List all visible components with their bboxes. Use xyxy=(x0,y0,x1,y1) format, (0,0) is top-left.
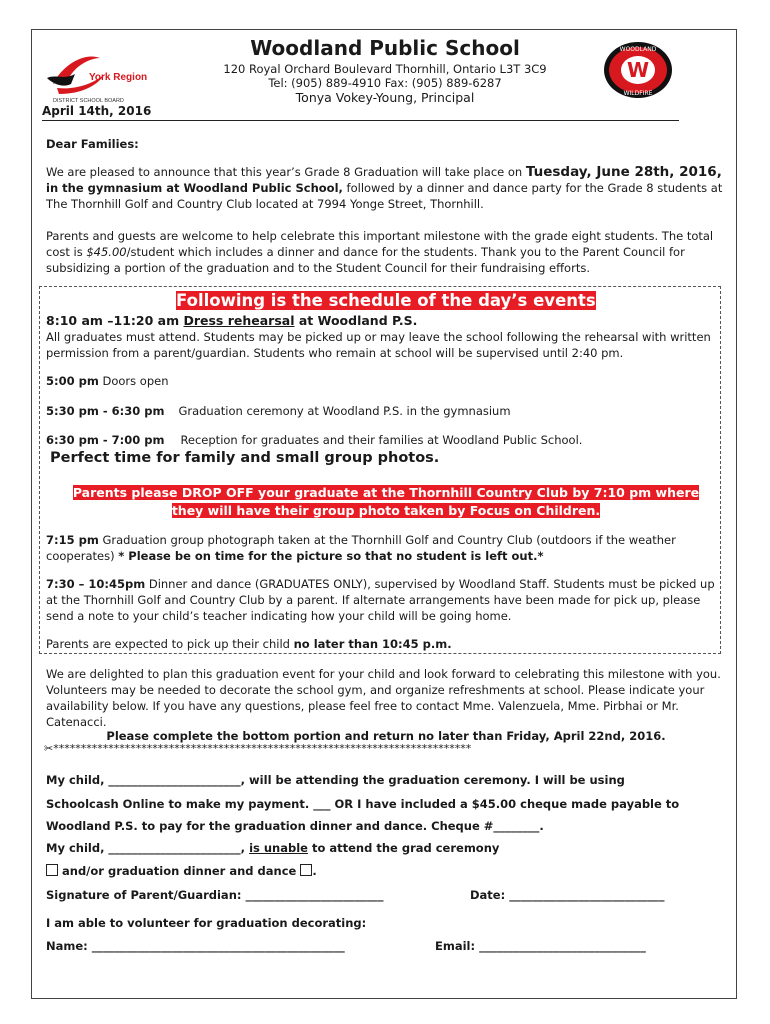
return-note: Please complete the bottom portion and return no later than Friday, April 22nd, 2016. xyxy=(106,729,666,743)
email-field[interactable]: Email: _____________________________ xyxy=(435,939,646,953)
form-cheque-number[interactable]: Woodland P.S. to pay for the graduation dinner and dance. Cheque #________. xyxy=(46,819,544,833)
schedule-item-ceremony: 5:30 pm - 6:30 pm Graduation ceremony at Woodland P.S. in the gymnasium xyxy=(46,404,511,418)
signature-field[interactable]: Signature of Parent/Guardian: ________________________ xyxy=(46,888,384,902)
schedule-item-photograph: 7:15 pm Graduation group photograph taken at the Thornhill Golf and Country Club (outdoors if the weather cooperates) * Please be on time for the picture so that no student is left out.* xyxy=(46,533,676,563)
woodland-logo-letter: W xyxy=(626,58,650,82)
school-phone: Tel: (905) 889-4910 Fax: (905) 889-6287 xyxy=(268,76,502,90)
greeting: Dear Families: xyxy=(46,137,139,151)
cut-line: ✂**************************************************************************** xyxy=(44,742,472,755)
cost-value: $45.00 xyxy=(86,245,127,259)
date-field[interactable]: Date: ___________________________ xyxy=(470,888,665,902)
paragraph-cost: Parents and guests are welcome to help celebrate this important milestone with the grade eight students. The total cost is $45.00/student which includes a dinner and dance for the students. Thank you to the Parent Council for subsidizing a portion of the graduation and to the Student Council for their fundraising efforts. xyxy=(46,229,714,275)
schedule-item-rehearsal: 8:10 am –11:20 am Dress rehearsal at Woodland P.S. xyxy=(46,313,418,328)
schedule-rehearsal-text: All graduates must attend. Students may be picked up or may leave the school following the rehearsal with written permission from a parent/guardian. Students who remain at school will be supervised until 2:40 pm. xyxy=(46,330,711,360)
schedule-item-doors: 5:00 pm Doors open xyxy=(46,374,169,388)
scissors-icon: ✂ xyxy=(44,742,54,755)
form-dinner-dance: and/or graduation dinner and dance . xyxy=(46,864,317,878)
school-name: Woodland Public School xyxy=(250,36,520,60)
volunteer-label: I am able to volunteer for graduation decorating: xyxy=(46,916,367,930)
paragraph-announcement: We are pleased to announce that this year’s Grade 8 Graduation will take place on Tuesday, June 28th, 2016, in the gymnasium at Woodland Public School, followed by a dinner and dance party for the Grade 8 students at The Thornhill Golf and Country Club located at 7994 Yonge Street, Thornhill. xyxy=(46,164,723,211)
york-logo-subtext: DISTRICT SCHOOL BOARD xyxy=(53,98,124,104)
woodland-logo-bottom: WILDFIRE xyxy=(623,90,653,97)
woodland-logo-top: WOODLAND xyxy=(619,46,657,53)
letter-date: April 14th, 2016 xyxy=(42,104,152,118)
closing-paragraph: We are delighted to plan this graduation event for your child and look forward to celebrating this milestone with you. Volunteers may be needed to decorate the school gym, and organize refreshments at school. Please indicate your availability below. If you have any questions, please feel free to contact Mme. Valenzuela, Mme. Pirbhai or Mr. Catenacci. xyxy=(46,667,721,729)
ceremony-checkbox[interactable] xyxy=(46,864,58,876)
pickup-note: Parents are expected to pick up their child no later than 10:45 p.m. xyxy=(46,637,452,651)
form-child-unable[interactable]: My child, _______________________, is unable to attend the grad ceremony xyxy=(46,841,500,855)
dropoff-banner: Parents please DROP OFF your graduate at the Thornhill Country Club by 7:10 pm where they will have their group photo taken by Focus on Children. xyxy=(72,485,700,518)
school-address: 120 Royal Orchard Boulevard Thornhill, Ontario L3T 3C9 xyxy=(223,62,547,76)
photos-note: Perfect time for family and small group photos. xyxy=(50,450,440,466)
dinner-dance-checkbox[interactable] xyxy=(300,864,312,876)
york-logo-text: York Region xyxy=(89,72,148,83)
graduation-date: Tuesday, June 28th, 2016, xyxy=(525,164,722,180)
schedule-heading: Following is the schedule of the day’s events xyxy=(176,291,596,310)
form-payment-method[interactable]: Schoolcash Online to make my payment. ___ OR I have included a $45.00 cheque made payable to xyxy=(46,797,680,811)
name-field[interactable]: Name: ____________________________________________ xyxy=(46,939,345,953)
schedule-item-dinner: 7:30 – 10:45pm Dinner and dance (GRADUATES ONLY), supervised by Woodland Staff. Students must be picked up at the Thornhill Golf and Country Club by a parent. If alternate arrangements have been made for pick up, please send a note to your child’s teacher indicating how your child will be going home. xyxy=(46,577,715,623)
header-divider xyxy=(42,120,679,121)
principal-name: Tonya Vokey-Young, Principal xyxy=(295,90,475,105)
form-child-attending[interactable]: My child, _______________________, will be attending the graduation ceremony. I will be using xyxy=(46,773,625,787)
schedule-item-reception: 6:30 pm - 7:00 pm Reception for graduates and their families at Woodland Public School. xyxy=(46,433,583,447)
